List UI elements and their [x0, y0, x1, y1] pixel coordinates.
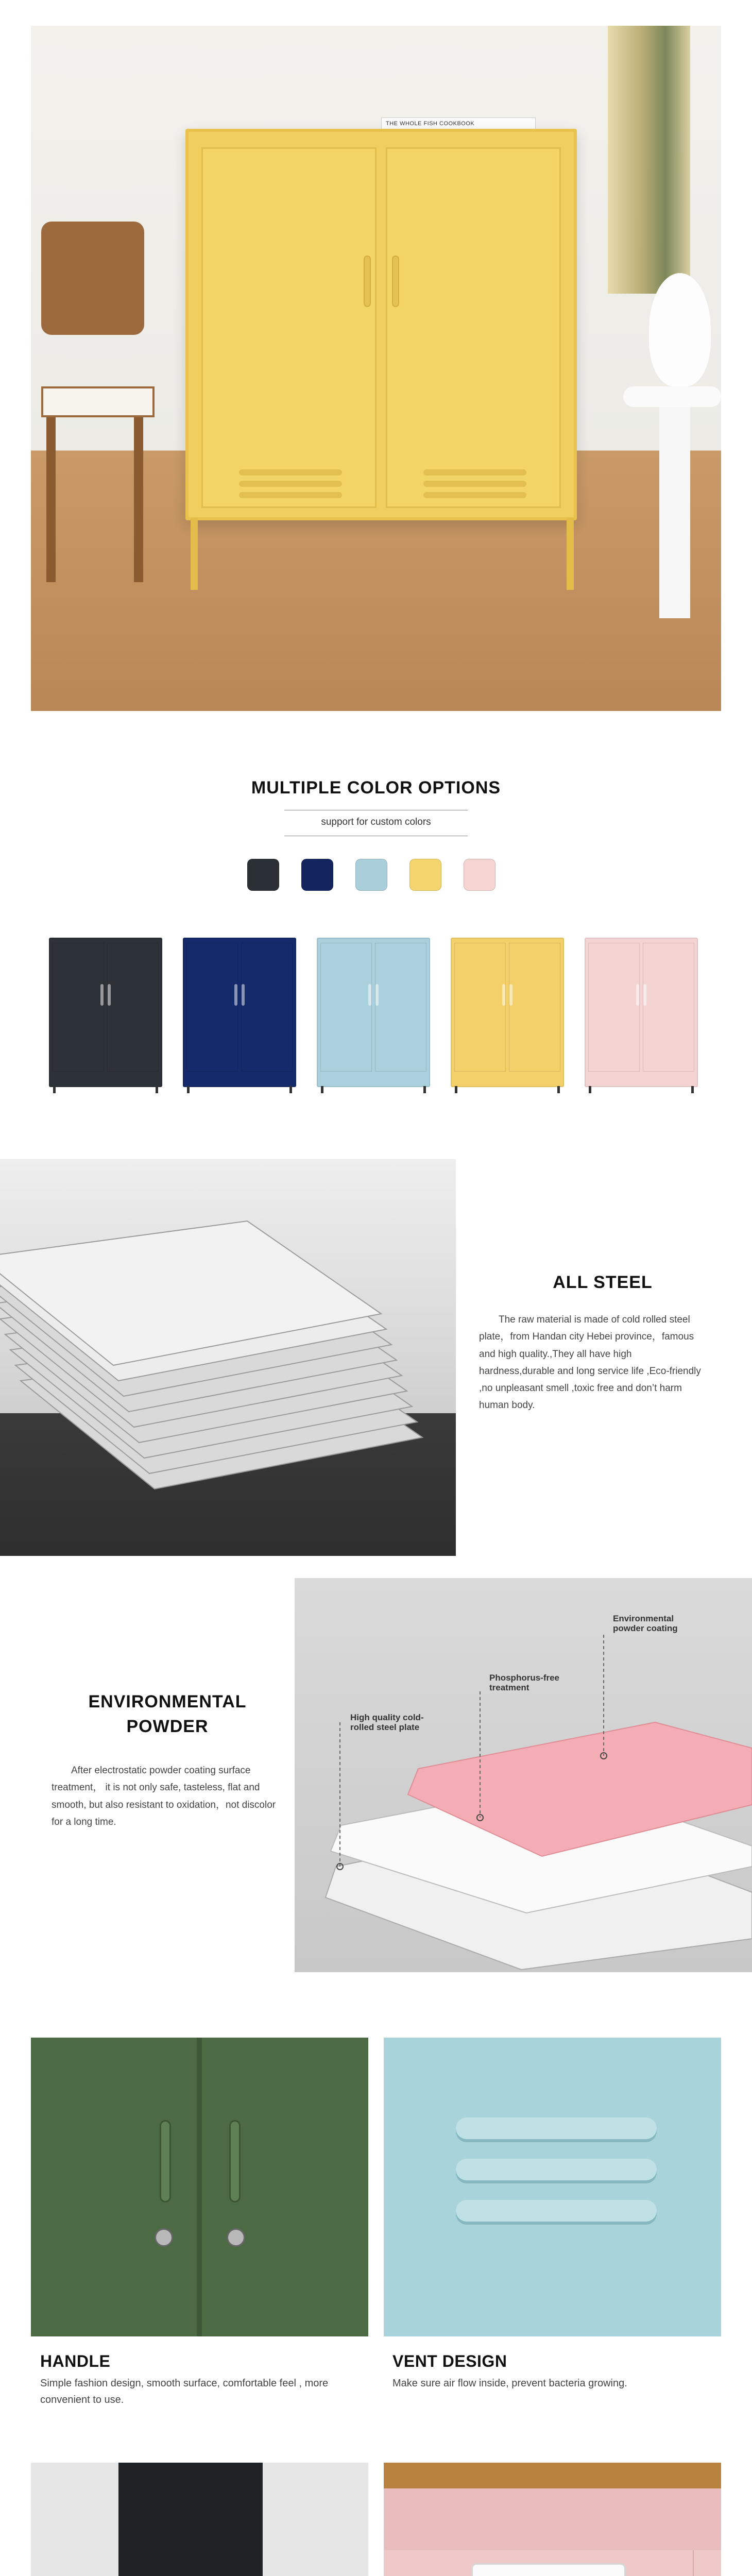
cabinet-light-blue	[317, 938, 430, 1087]
feature-title-vent: VENT DESIGN	[392, 2352, 507, 2370]
side-table	[623, 386, 721, 618]
wall-art	[608, 26, 690, 294]
color-swatch-charcoal[interactable]	[247, 859, 279, 891]
cabinet-charcoal	[49, 938, 162, 1087]
cabinet-navy	[183, 938, 296, 1087]
color-options-subtitle: support for custom colors	[321, 817, 431, 827]
wooden-chair	[31, 222, 155, 582]
powder-description: After electrostatic powder coating surface treatment， it is not only safe, tasteless, flat and smooth, but also resistant to oxidation，not discolor for a long time.	[52, 1765, 276, 1827]
yellow-cabinet	[185, 129, 577, 520]
color-options-title: MULTIPLE COLOR OPTIONS	[251, 778, 501, 798]
feature-title-handle: HANDLE	[40, 2352, 111, 2370]
handle-image	[31, 2038, 368, 2336]
color-swatch-navy[interactable]	[301, 859, 333, 891]
feature-text-vent: Make sure air flow inside, prevent bacteria growing.	[392, 2378, 627, 2389]
color-swatch-pink[interactable]	[464, 859, 495, 891]
cabinet-pink	[585, 938, 698, 1087]
color-swatch-yellow[interactable]	[409, 859, 441, 891]
magnetic-door-image	[384, 2463, 721, 2576]
book-on-cabinet: THE WHOLE FISH COOKBOOK	[381, 117, 536, 130]
color-swatch-light-blue[interactable]	[355, 859, 387, 891]
steel-title: ALL STEEL	[553, 1273, 653, 1292]
hero-image	[31, 26, 721, 711]
powder-layers-image	[295, 1578, 752, 1972]
layer-label-middle: Phosphorus-free treatment	[489, 1673, 560, 1692]
layer-label-top: Environmental powder coating	[613, 1614, 678, 1633]
white-vase	[649, 273, 711, 386]
feature-text-handle: Simple fashion design, smooth surface, comfortable feel , more convenient to use.	[40, 2378, 329, 2405]
steel-plates-image	[0, 1159, 456, 1556]
stand-leg-image	[31, 2463, 368, 2576]
vent-image	[384, 2038, 721, 2336]
layer-label-bottom: High quality cold- rolled steel plate	[350, 1713, 424, 1732]
steel-description: The raw material is made of cold rolled steel plate，from Handan city Hebei province，famous and high quality.,They all have high hardness,durable and long service life ,Eco-friendly ,no unpleasant smell ,toxic free and don’t harm human body.	[479, 1314, 701, 1411]
cabinet-yellow	[451, 938, 564, 1087]
powder-title: ENVIRONMENTAL POWDER	[88, 1692, 247, 1736]
